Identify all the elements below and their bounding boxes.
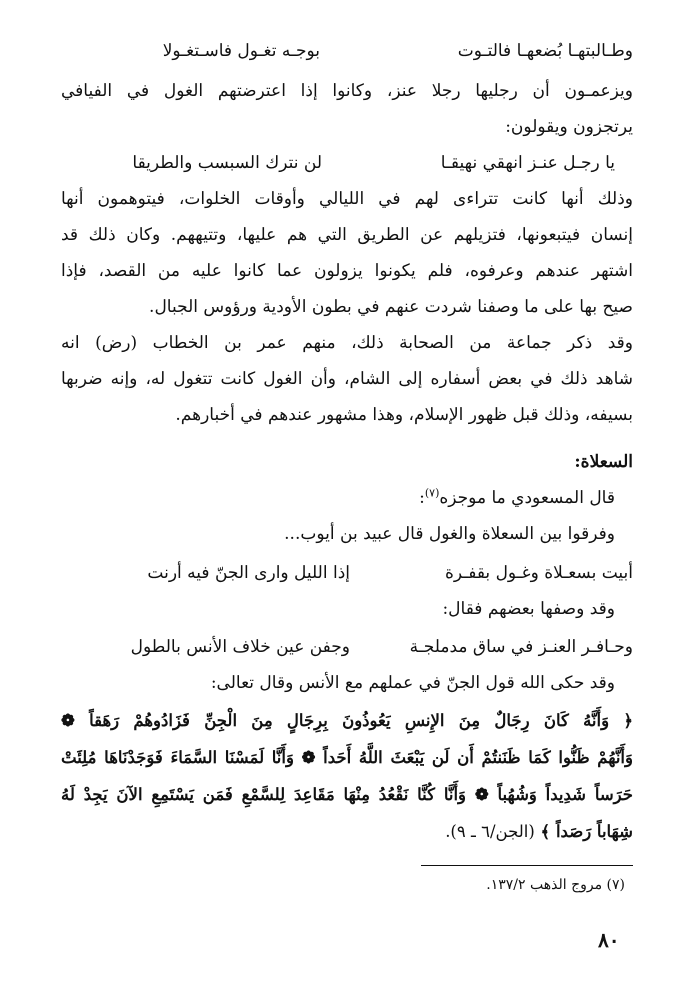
paragraph-line: وذلك أنها كانت تتراءى لهم في الليالي وأوقات الخلوات، فيتوهمون أنها [61, 189, 633, 209]
paragraph-line: وقد وصفها بعضهم فقال: [442, 599, 615, 619]
paragraph-line: وقد ذكر جماعة من الصحابة ذلك، منهم عمر بن الخطاب (رض) انه [61, 333, 633, 353]
poem4-hemistich-right: وحـافـر العنـز في ساق مدملجـة [409, 637, 633, 657]
poem2-hemistich-left: لن نترك السبسب والطريقا [132, 153, 322, 173]
poem2-hemistich-right: يا رجـل عنـز انهقي نهيقـا [440, 153, 615, 173]
paragraph-line: بسيفه، وذلك قبل ظهور الإسلام، وهذا مشهور عندهم في أخبارهم. [175, 405, 633, 425]
quran-reference: (الجن/٦ ـ ٩). [445, 822, 535, 841]
poem3-hemistich-left: إذا الليل وارى الجنّ فيه أرنت [147, 563, 350, 583]
quran-verse-text: شِهَاباً رَصَداً ﴾ [540, 822, 633, 841]
paragraph-line: إنسان فيتبعونها، فتزيلهم عن الطريق التي هم عليها، وتتيههم. وكان ذلك قد [61, 225, 633, 245]
poem3-hemistich-right: أبيت بسعـلاة وغـول بقفـرة [444, 563, 633, 583]
quote-intro: قال المسعودي ما موجزه [439, 488, 615, 508]
section-heading: السعلاة: [574, 452, 633, 472]
paragraph-line: اشتهر عندهم وعرفوه، فلم يكونوا يزولون عما كانوا عليه من القصد، فإذا [61, 261, 633, 281]
poem1-hemistich-left: بوجـه تغـول فاسـتغـولا [162, 41, 320, 61]
footnote: (٧) مروج الذهب ١٣٧/٢. [486, 877, 625, 893]
paragraph-line: يرتجزون ويقولون: [505, 117, 633, 137]
footnote-marker: (٧) [424, 486, 440, 500]
quran-verse-line [61, 817, 633, 847]
paragraph-line: صيح بها على ما وصفنا شردت عنهم في بطون الأودية ورؤوس الجبال. [149, 297, 633, 317]
footnote-divider [421, 865, 633, 866]
paragraph-line: وفرقوا بين السعلاة والغول قال عبيد بن أيوب... [284, 524, 615, 544]
paragraph-line: وقد حكى الله قول الجنّ في عملهم مع الأنس وقال تعالى: [210, 673, 615, 693]
quran-verse-line: وَأَنَّهُمْ ظَنُّوا كَمَا ظَنَنتُمْ أَن لَن يَبْعَثَ اللَّهُ أَحَداً ❁ وَأَنَّا لَمَسْنَا السَّمَاءَ فَوَجَدْنَاهَا مُلِئَتْ [61, 748, 633, 767]
quran-verse-line: ﴿ وَأَنَّهُ كَانَ رِجَالٌ مِنَ الإِنسِ يَعُوذُونَ بِرِجَالٍ مِنَ الْجِنِّ فَزَادُوهُمْ رَهَقاً ❁ [61, 711, 633, 730]
paragraph-line: شاهد ذلك في بعض أسفاره إلى الشام، وأن الغول كانت تتغول له، وإنه ضربها [61, 369, 633, 389]
page-number: ٨٠ [598, 928, 620, 952]
poem4-hemistich-left: وجفن عين خلاف الأنس بالطول [130, 637, 350, 657]
paragraph-line [419, 483, 615, 513]
quote-intro-colon: : [419, 488, 425, 508]
paragraph-line: ويزعمـون أن رجليها رجلا عنز، وكانوا إذا اعترضتهم الغول في الفيافي [61, 81, 633, 101]
poem1-hemistich-right: وطـالبتهـا بُضعهـا فالتـوت [457, 41, 633, 61]
quran-verse-line: حَرَساً شَدِيداً وَشُهُباً ❁ وَأَنَّا كُنَّا نَقْعُدُ مِنْهَا مَقَاعِدَ لِلسَّمْعِ فَمَن يَسْتَمِعِ الآنَ يَجِدْ لَهُ [61, 785, 633, 804]
